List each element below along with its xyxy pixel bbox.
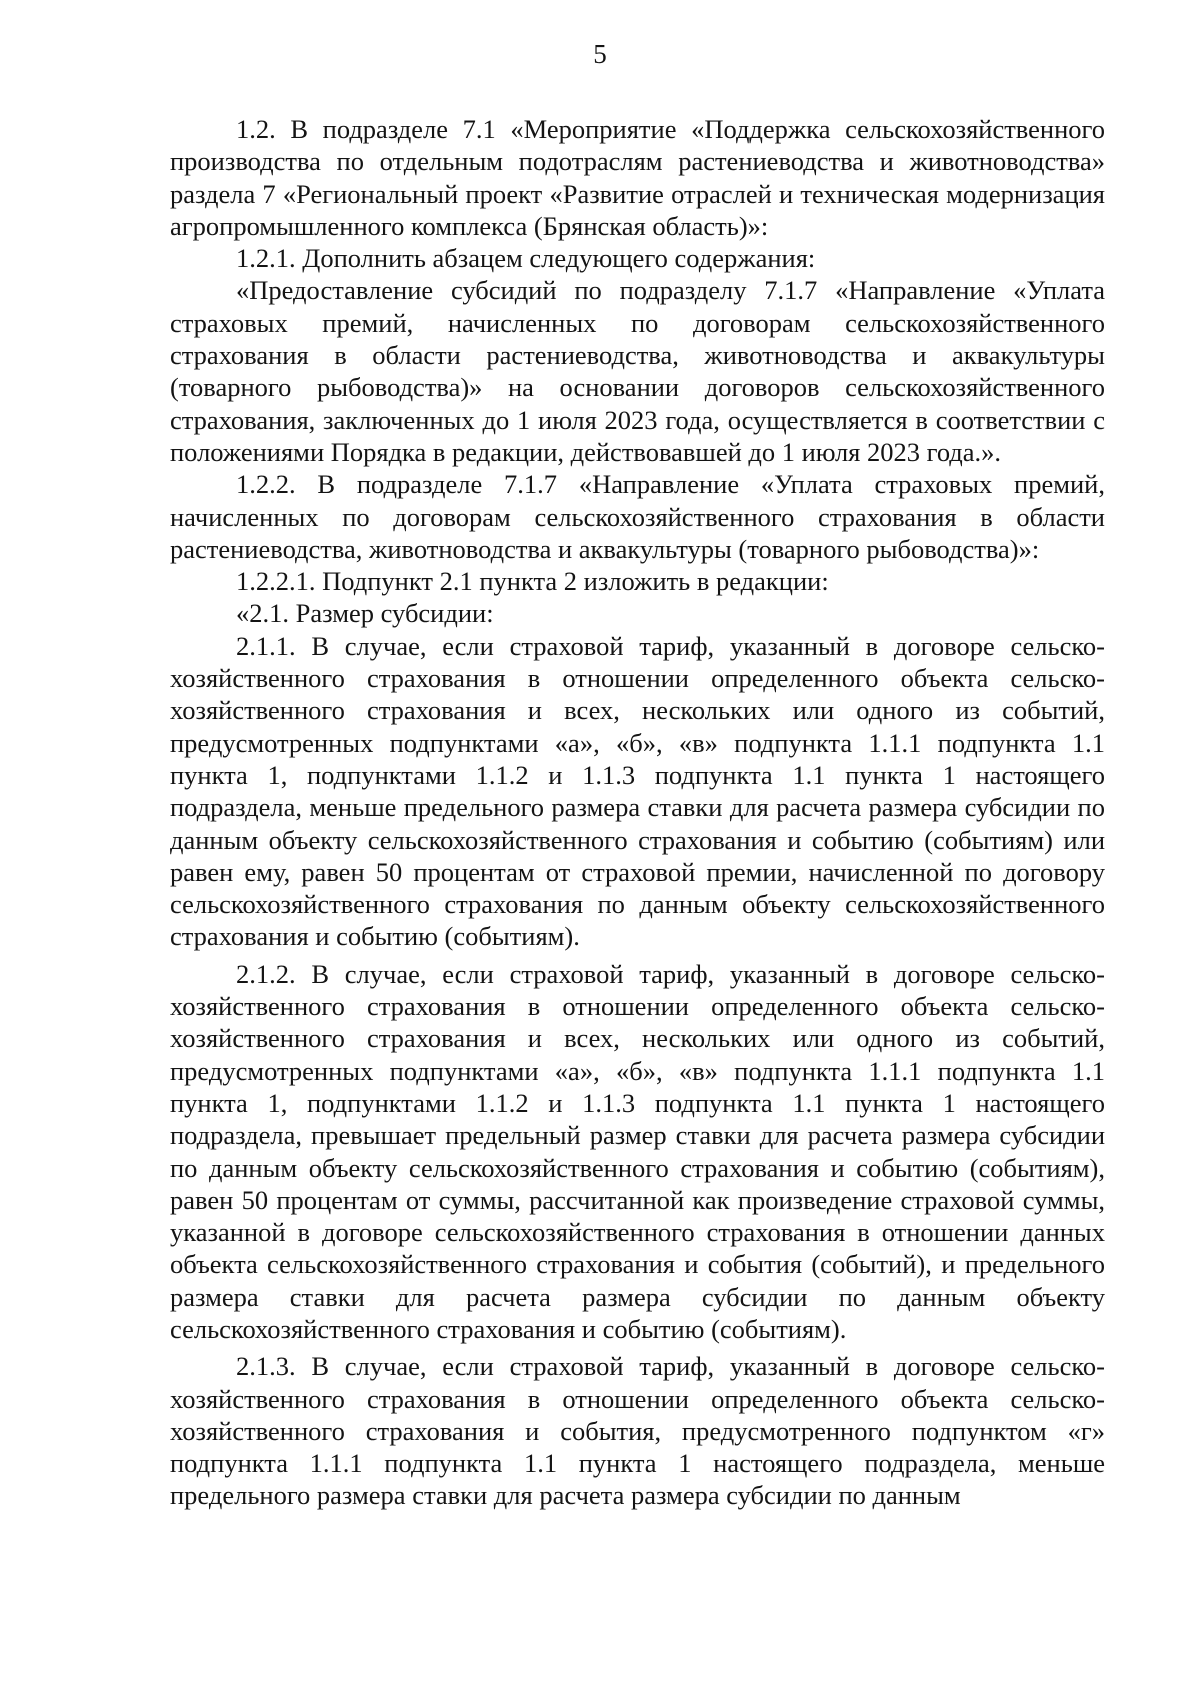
paragraph-1-2-2-1: 1.2.2.1. Подпункт 2.1 пункта 2 изложить в редакции: (236, 566, 829, 597)
paragraph-quoted-subsidy: «Предоставление субсидий по подразделу 7.1.7 «Направление «Уплата страховых премий, начисленных по договорам сельскохозяйственного страхования в области растениеводства, животноводства и аквакультуры (товарного рыбоводства)» на основании договоров сельскохозяйственного страхования, заключенных до 1 июля 2023 года, осуществляется в соответствии с положениями Порядка в редакции, действовавшей до 1 июля 2023 года.». (170, 275, 1105, 467)
paragraph-2-1-2: 2.1.2. В случае, если страховой тариф, указанный в договоре сельскохозяйственного страхования в отношении определенного объекта сельскохозяйственного страхования и всех, нескольких или одного из событий, предусмотренных подпунктами «а», «б», «в» подпункта 1.1.1 подпункта 1.1 пункта 1, подпунктами 1.1.2 и 1.1.3 подпункта 1.1 пункта 1 настоящего подраздела, превышает предельный размер ставки для расчета размера субсидии по данным объекту сельскохозяйственного страхования и событию (событиям), равен 50 процентам от суммы, рассчитанной как произведение страховой суммы, указанной в договоре сельскохозяйственного страхования в отношении данных объекта сельскохозяйственного страхования и события (событий), и предельного размера ставки для расчета размера субсидии по данным объекту сельскохозяйственного страхования и событию (событиям). (170, 958, 1105, 1344)
paragraph-2-1-3: 2.1.3. В случае, если страховой тариф, указанный в договоре сельскохозяйственного страхования в отношении определенного объекта сельскохозяйственного страхования и события, предусмотренного подпунктом «г» подпункта 1.1.1 подпункта 1.1 пункта 1 настоящего подраздела, меньше предельного размера ставки для расчета размера субсидии по данным (170, 1351, 1105, 1511)
page-number: 5 (593, 39, 607, 69)
paragraph-1-2: 1.2. В подразделе 7.1 «Мероприятие «Поддержка сельскохозяйственного производства по отдельным подотраслям растениеводства и животноводства» раздела 7 «Региональный проект «Развитие отраслей и техническая модернизация агропромышленного комплекса (Брянская область)»: (170, 114, 1105, 241)
paragraph-2-1-1: 2.1.1. В случае, если страховой тариф, указанный в договоре сельскохозяйственного страхования в отношении определенного объекта сельскохозяйственного страхования и всех, нескольких или одного из событий, предусмотренных подпунктами «а», «б», «в» подпункта 1.1.1 подпункта 1.1 пункта 1, подпунктами 1.1.2 и 1.1.3 подпункта 1.1 пункта 1 настоящего подраздела, меньше предельного размера ставки для расчета размера субсидии по данным объекту сельскохозяйственного страхования и событию (событиям) или равен ему, равен 50 процентам от страховой премии, начисленной по договору сельскохозяйственного страхования по данным объекту сельскохозяйственного страхования и событию (событиям). (170, 630, 1105, 952)
paragraph-1-2-2: 1.2.2. В подразделе 7.1.7 «Направление «Уплата страховых премий, начисленных по договорам сельскохозяйственного страхования в области растениеводства, животноводства и аквакультуры (товарного рыбоводства)»: (170, 469, 1105, 564)
document-body (170, 113, 1105, 1512)
paragraph-1-2-1: 1.2.1. Дополнить абзацем следующего содержания: (236, 243, 816, 274)
paragraph-2-1: «2.1. Размер субсидии: (236, 598, 494, 629)
